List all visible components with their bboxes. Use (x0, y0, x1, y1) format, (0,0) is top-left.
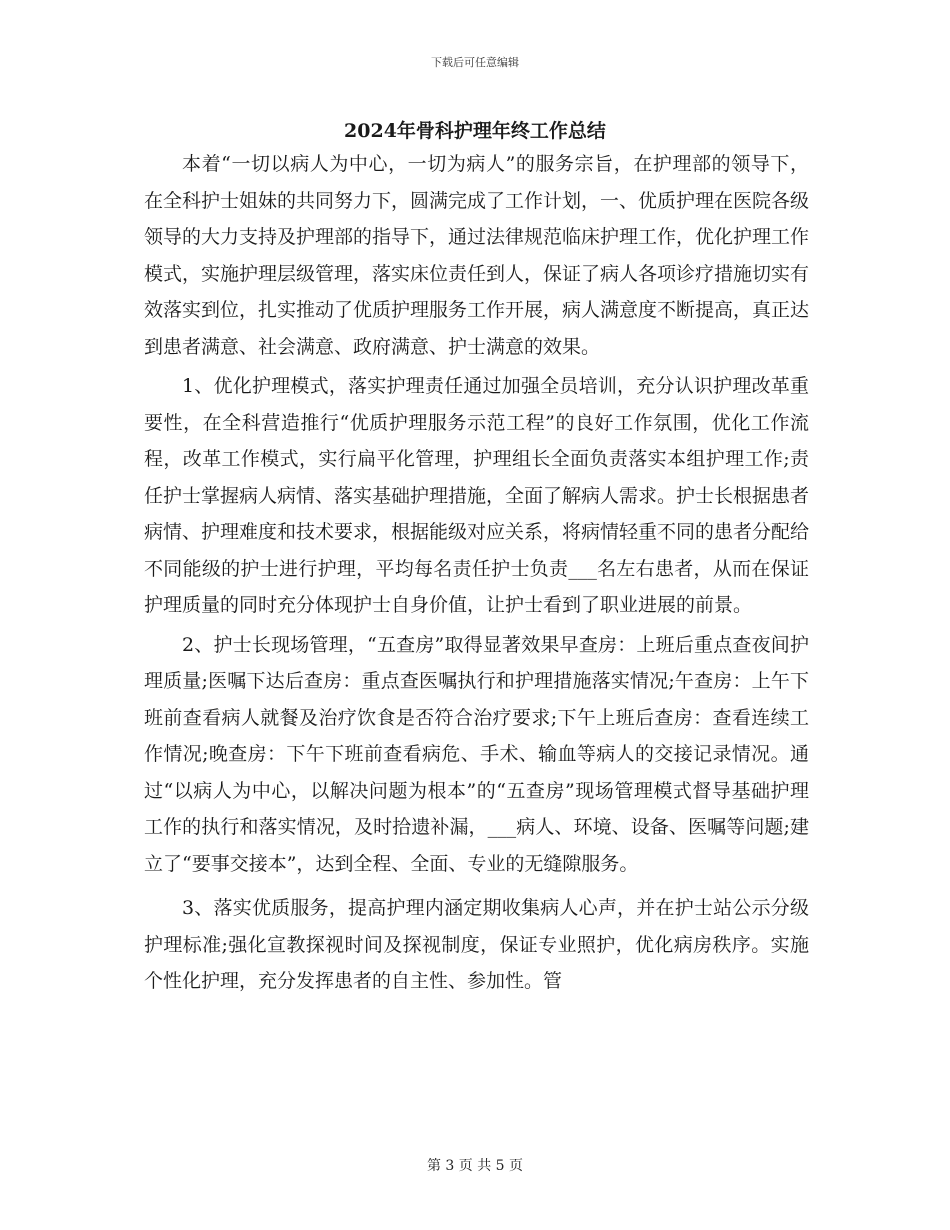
paragraph-intro: 本着“一切以病人为中心，一切为病人”的服务宗旨，在护理部的领导下，在全科护士姐妹的共同努力下，圆满完成了工作计划，一、优质护理在医院各级领导的大力支持及护理部的指导下，通过法律规范临床护理工作，优化护理工作模式，实施护理层级管理，落实床位责任到人，保证了病人各项诊疗措施切实有效落实到位，扎实推动了优质护理服务工作开展，病人满意度不断提高，真正达到患者满意、社会满意、政府满意、护士满意的效果。 (144, 153, 810, 358)
paragraph-section-3: 3、落实优质服务，提高护理内涵定期收集病人心声，并在护士站公示分级护理标准;强化宣教探视时间及探视制度，保证专业照护，优化病房秩序。实施个性化护理，充分发挥患者的自主性、参加性。管 (144, 897, 809, 992)
page-number-footer: 第 3 页 共 5 页 (426, 1158, 524, 1174)
paragraph-section-1: 1、优化护理模式，落实护理责任通过加强全员培训，充分认识护理改革重要性，在全科营造推行“优质护理服务示范工程”的良好工作氛围，优化工作流程，改革工作模式，实行扁平化管理，护理组长全面负责落实本组护理工作;责任护士掌握病人病情、落实基础护理措施，全面了解病人需求。护士长根据患者病情、护理难度和技术要求，根据能级对应关系，将病情轻重不同的患者分配给不同能级的护士进行护理，平均每名责任护士负责___名左右患者，从而在保证护理质量的同时充分体现护士自身价值，让护士看到了职业进展的前景。 (144, 375, 810, 616)
paragraph-section-2: 2、护士长现场管理，“五查房”取得显著效果早查房：上班后重点查夜间护理质量;医嘱下达后查房：重点查医嘱执行和护理措施落实情况;午查房：上午下班前查看病人就餐及治疗饮食是否符合治疗要求;下午上班后查房：查看连续工作情况;晚查房：下午下班前查看病危、手术、输血等病人的交接记录情况。通过“以病人为中心，以解决问题为根本”的“五查房”现场管理模式督导基础护理工作的执行和落实情况，及时拾遗补漏，___病人、环境、设备、医嘱等问题;建立了“要事交接本”，达到全程、全面、专业的无缝隙服务。 (144, 633, 809, 875)
page-header-note: 下载后可任意编辑 (431, 56, 519, 69)
document-body (144, 146, 809, 1000)
document-title: 2024年骨科护理年终工作总结 (344, 120, 606, 142)
